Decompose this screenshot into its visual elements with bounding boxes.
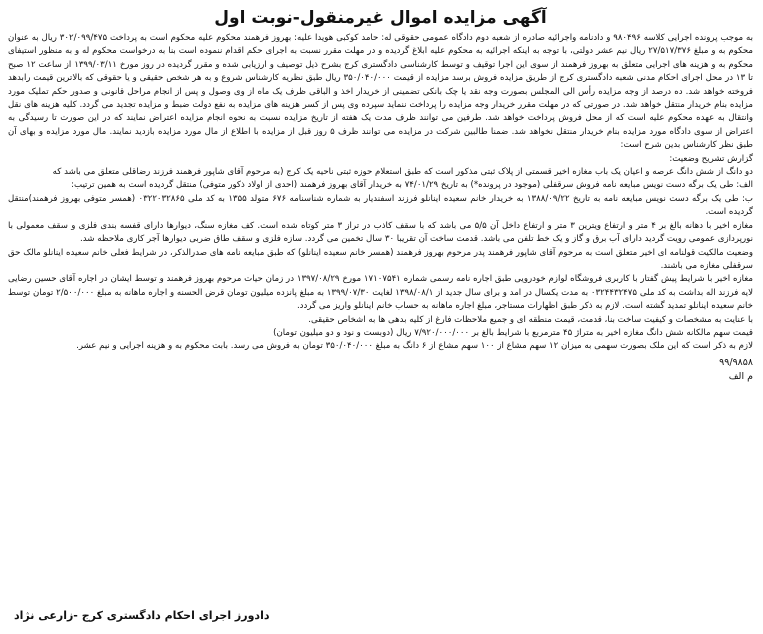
notice-title: آگهی مزایده اموال غیرمنقول-نوبت اول [214,8,547,28]
notice-code [8,356,753,384]
auction-notice [8,6,753,626]
notice-code-number: ۹۹/۹۸۵۸ [719,356,753,368]
notice-body: به موجب پرونده اجرایی کلاسه ۹۸۰۴۹۶ و دادنامه واجرائیه صادره از شعبه دوم دادگاه عمومی حقوقی له: حامد کوکبی هویدا علیه: بهروز فرهمند محکوم علیه محکوم است به پرداخت ۳۰۲/۰۹۹/۴۷۵ ریال به عنوان محکوم به و مبلغ ۲۷/۵۱۷/۳۷۶ ریال نیم عشر دولتی، با توجه به اینکه اجرائیه به محکوم علیه ابلاغ گردیده و در مهلت مقرر نسبت به اجرای حکم اقدام ننموده است بنا به درخواست محکوم له و به منظور استیفای محکوم به و هزینه های اجرایی متعلق به بهروز فرهمند از سوی این اجرا توقیف و توسط کارشناسی دادگستری کرج بشرح ذیل توصیف و ارزیابی شده و مقرر گردیده در روز مورخ ۱۳۹۹/۰۳/۱۱ از ساعت ۱۲ صبح تا ۱۳ در محل اجرای احکام مدنی شعبه دادگستری کرج از طریق مزایده فروش برسد مزایده از قیمت ۳۵۰/۰۴۰/۰۰۰ ریال طبق نظریه کارشناس شروع و به هر شخص حقیقی و یا حقوقی که بالاترین قیمت رابدهد فروخته خواهد شد. ده درصد از وجه مزایده رأس الی المجلس بصورت وجه نقد یا چک بانکی تضمینی از خریدار اخذ و الباقی ظرف یک ماه از وی وصول و پس از انجام مراحل قانونی و صدور حکم تملیک مورد مزایده بنام خریدار منتقل خواهد شد. در صورتی که در مهلت مقرر خریدار وجه مزایده را پرداخت ننماید سپرده وی پس از کسر هزینه های مزایده به نفع دولت ضبط و مزایده تجدید می گردد. کلیه هزینه های نقل وانتقال به عهده محکوم علیه است که از محل فروش پرداخت خواهد شد. طرفین می توانند ظرف مدت یک هفته از تاریخ مزایده نسبت به نحوه انجام مزایده اعتراض نمایند که در این صورت تا رسیدگی به اعتراض از سوی دادگاه مورد مزایده بنام خریدار منتقل نخواهد شد. ضمنا طالبین شرکت در مزایده می توانند ظرف ۵ روز قبل از مزایده با اطلاع از مال مورد مزایده بازدید نمایند. مال مورد مزایده و بهای آن طبق نظر کارشناس بدین شرح است: گزارش تشریح وضعیت: دو دانگ از شش دانگ عرصه و اعیان یک باب مغازه اخیر قسمتی از پلاک ثبتی مذکور است که طبق استعلام حوزه ثبتی ناحیه یک کرج (به مرحوم آقای شاپور فرهمند فرزند رضاقلی متعلق می باشد که الف: طی یک برگه دست نویس مبایعه نامه فروش سرقفلی (موجود در پرونده*) به تاریخ ۷۴/۰۱/۲۹ به خریدار آقای بهروز فرهمند (احدی از اولاد ذکور متوفی) منتقل گردیده است به همین ترتیب: ب: طی یک برگه دست نویس مبایعه نامه به تاریخ ۱۳۸۸/۰۹/۲۲ به خریدار خانم سعیده اینانلو فرزند اسفندیار به شماره شناسنامه ۶۷۶ متولد ۱۳۵۵ به کد ملی ۰۳۲۲۰۳۲۸۶۵ (همسر متوفی بهروز فرهمند)منتقل گردیده است. مغازه اخیر با دهانه بالغ بر ۴ متر و ارتفاع ویترین ۳ متر و ارتفاع داخل آن ۵/۵ می باشد که با سقف کاذب در تراز ۳ متر کوتاه شده است. کف مغازه سنگ، دیوارها دارای قفسه بندی فلزی و سقف معمولی با نورپردازی عمومی رویت گردید دارای آب برق و گاز و یک خط تلفن می باشد. قدمت ساخت آن تقریبا ۳۰ سال تخمین می گردد. سازه فلزی و سقف طاق ضربی دیوارها آجر کاری ملاحظه شد. وضعیت مالکیت قولنامه ای اخیر متعلق است به مرحوم آقای شاپور فرهمند پدر مرحوم بهروز فرهمند (همسر خانم سعیده اینانلو) که طبق مبایعه نامه های صدرالذکر، در شرایط فعلی خانم سعیده اینانلو مالک حق سرقفلی مغازه می باشند. مغازه اخیر با شرایط پیش گفتار با کاربری فروشگاه لوازم خودرویی طبق اجاره نامه رسمی شماره ۱۷۱۰۷۵۴۱ مورخ ۱۳۹۷/۰۸/۲۹ در زمان حیات مرحوم بهروز فرهمند و توسط ایشان در اجاره آقای حسین رضایی لایه فرزند اله بداشت به کد ملی ۰۳۲۴۴۳۲۴۷۵ به مدت یکسال در امد و برای سال جدید از ۱۳۹۸/۰۸/۱ لغایت ۱۳۹۹/۰۷/۳۰ به مبلغ پانزده میلیون تومان قرض الحسنه و اجاره ماهانه به مبلغ ۲/۵۰۰/۰۰۰ تومان توسط خانم سعیده اینانلو تمدید گشته است. لازم به ذکر طبق اظهارات مستاجر، مبلغ اجاره ماهانه به حساب خانم اینانلو واریز می گردد. با عنایت به مشخصات و کیفیت ساخت بنا، قدمت، قیمت منطقه ای و جمیع ملاحظات فارغ از کلیه بدهی ها به اشخاص حقیقی. قیمت سهم مالکانه شش دانگ مغازه اخیر به متراژ ۴۵ مترمربع با شرایط بالغ بر ۷/۹۲۰/۰۰۰/۰۰۰ ریال (دوبست و نود و دو میلیون تومان) لازم به ذکر است که این ملک بصورت سهمی به میزان ۱۲ سهم مشاع از ۱۰۰ سهم مشاع از ۶ دانگ به مبلغ ۳۵۰/۰۴۰/۰۰۰ تومان به فروش می رسد. بابت محکوم به و هزینه اجرایی و نیم عشر. [8,33,753,352]
notice-signature: دادورز اجرای احکام دادگستری کرج -زارعی نژاد [14,609,270,622]
notice-code-ref: م الف [728,370,753,382]
